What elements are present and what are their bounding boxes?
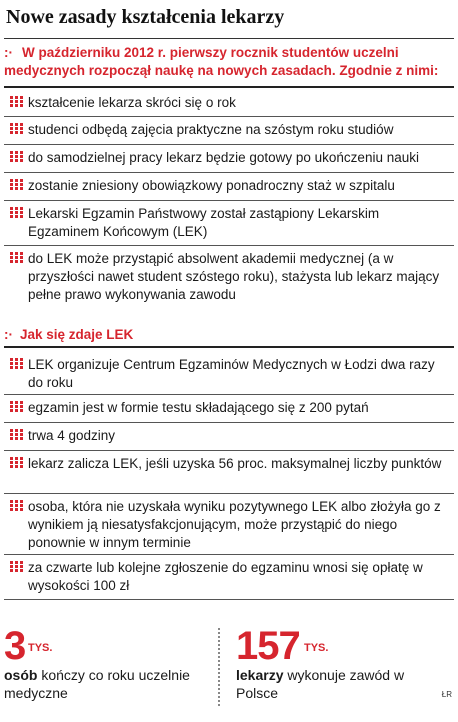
author-credit: ŁR — [441, 690, 452, 699]
list-item — [4, 173, 454, 201]
bullet-dots-icon — [10, 252, 24, 264]
divider — [4, 38, 454, 39]
stat-value: 157 — [236, 624, 300, 668]
divider — [4, 86, 454, 88]
bullet-dots-icon — [10, 561, 24, 573]
list-item — [4, 451, 454, 494]
list-item-text: do samodzielnej pracy lekarz będzie gotowy po ukończeniu nauki — [28, 150, 419, 165]
section-heading — [4, 326, 454, 344]
section-bullet-icon: :· — [4, 327, 13, 342]
list-item-text: zostanie zniesiony obowiązkowy ponadroczny staż w szpitalu — [28, 178, 395, 193]
list-item — [4, 201, 454, 246]
list-item-text: do LEK może przystąpić absolwent akademii medycznej (a w przyszłości nawet student szóstego roku), stażysta lub lekarz mający pełne prawo wykonywania zawodu — [28, 251, 440, 302]
list-item-text: osoba, która nie uzyskała wyniku pozytywnego LEK albo złożyła go z wynikiem ją niesatysfakcjonującym, może przystąpić do niego ponownie w innym terminie — [28, 499, 441, 550]
list-item-text: lekarz zalicza LEK, jeśli uzyska 56 proc. maksymalnej liczby punktów — [28, 456, 442, 471]
bullet-dots-icon — [10, 500, 24, 512]
list-item — [4, 145, 454, 173]
divider — [218, 628, 220, 706]
list-item-text: LEK organizuje Centrum Egzaminów Medycznych w Łodzi dwa razy do roku — [28, 357, 435, 390]
list-item — [4, 395, 454, 423]
intro-text — [4, 44, 454, 80]
stat-unit: TYS. — [28, 642, 53, 654]
bullet-dots-icon — [10, 358, 24, 370]
bullet-dots-icon — [10, 429, 24, 441]
bullet-dots-icon — [10, 96, 24, 108]
list-item — [4, 555, 454, 600]
intro-bullet-icon: :· — [4, 45, 13, 60]
list-item — [4, 117, 454, 145]
bullet-dots-icon — [10, 401, 24, 413]
divider — [4, 346, 454, 348]
list-item — [4, 423, 454, 451]
list-item — [4, 246, 454, 306]
section-title: Jak się zdaje LEK — [20, 327, 134, 342]
bullet-dots-icon — [10, 123, 24, 135]
list-item — [4, 494, 454, 555]
list-item-text: studenci odbędą zajęcia praktyczne na szóstym roku studiów — [28, 122, 394, 137]
list-item — [4, 92, 454, 117]
bullet-dots-icon — [10, 457, 24, 469]
list-item-text: Lekarski Egzamin Państwowy został zastąpiony Lekarskim Egzaminem Końcowym (LEK) — [28, 206, 380, 239]
stat-caption-rest: wykonuje zawód w Polsce — [236, 667, 405, 701]
stat-caption — [236, 666, 436, 702]
bullet-dots-icon — [10, 179, 24, 191]
list-item-text: egzamin jest w formie testu składającego się z 200 pytań — [28, 400, 369, 415]
stats-panel — [0, 620, 458, 720]
list-item-text: za czwarte lub kolejne zgłoszenie do egzaminu wnosi się opłatę w wysokości 100 zł — [28, 560, 423, 593]
bullet-dots-icon — [10, 151, 24, 163]
bullet-dots-icon — [10, 207, 24, 219]
stat-caption-bold: osób — [4, 667, 38, 683]
list-item-text: trwa 4 godziny — [28, 428, 116, 443]
infographic-title: Nowe zasady kształcenia lekarzy — [6, 6, 285, 28]
stat-unit: TYS. — [304, 642, 329, 654]
stat-value: 3 — [4, 624, 26, 668]
stat-caption-bold: lekarzy — [236, 667, 284, 683]
list-item — [4, 352, 454, 395]
intro-paragraph: W październiku 2012 r. pierwszy rocznik studentów uczelni medycznych rozpoczął naukę na nowych zasadach. Zgodnie z nimi: — [4, 45, 439, 78]
stat-caption-rest: kończy co roku uczelnie medyczne — [4, 667, 190, 701]
list-item-text: kształcenie lekarza skróci się o rok — [28, 95, 236, 110]
stat-caption — [4, 666, 204, 702]
